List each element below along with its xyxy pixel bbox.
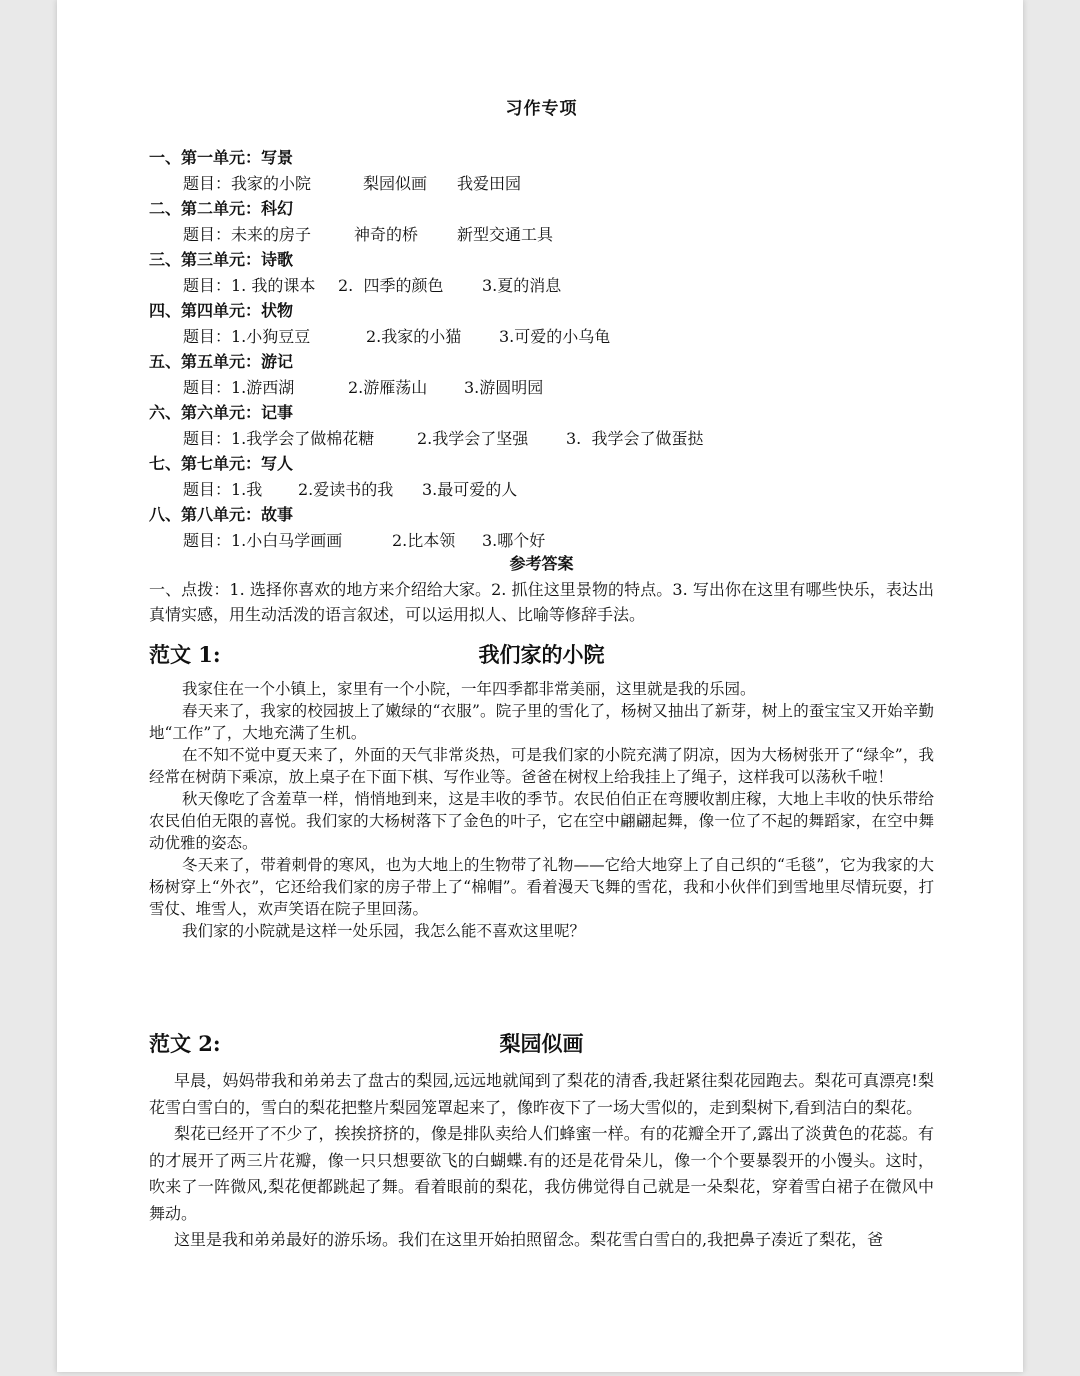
topic: 2. 四季的颜色 — [338, 275, 444, 295]
hint-paragraph: 一、点拨：1. 选择你喜欢的地方来介绍给大家。2. 抓住这里景物的特点。3. 写出你在这里有哪些快乐，表达出真情实感，用生动活泼的语言叙述，可以运用拟人、比喻等修辞手法。 — [149, 580, 934, 624]
unit-topics — [149, 477, 934, 503]
topic: 题目：1.小白马学画画 — [183, 530, 343, 550]
unit-topics — [149, 375, 934, 401]
unit-heading: 二、第二单元：科幻 — [149, 199, 294, 218]
essay-label: 范文 1: — [149, 642, 221, 667]
topic: 题目：我家的小院 — [183, 173, 312, 193]
essay-label: 范文 2: — [149, 1031, 221, 1056]
essay-paragraph: 早晨，妈妈带我和弟弟去了盘古的梨园,远远地就闻到了梨花的清香,我赶紧往梨花园跑去。梨花可真漂亮!梨花雪白雪白的，雪白的梨花把整片梨园笼罩起来了，像昨夜下了一场大雪似的，走到梨树下,看到洁白的梨花。 — [149, 1071, 934, 1117]
essay-2-header — [149, 1027, 934, 1061]
essay-title: 我们家的小院 — [478, 642, 605, 667]
essay-paragraph: 在不知不觉中夏天来了，外面的天气非常炎热，可是我们家的小院充满了阴凉，因为大杨树张开了“绿伞”，我经常在树荫下乘凉，放上桌子在下面下棋、写作业等。爸爸在树杈上给我挂上了绳子，这样我可以荡秋千啦！ — [149, 746, 934, 786]
topic: 题目：1.游西湖 — [183, 377, 295, 397]
unit-heading: 一、第一单元：写景 — [149, 148, 294, 167]
topic: 新型交通工具 — [457, 224, 554, 244]
unit-list — [149, 145, 934, 553]
topic: 题目：1.我学会了做棉花糖 — [183, 428, 375, 448]
unit-4 — [149, 298, 934, 349]
unit-heading: 三、第三单元：诗歌 — [149, 250, 294, 269]
topic: 题目：1.我 — [183, 479, 263, 499]
topic: 2.我家的小猫 — [366, 326, 462, 346]
topic: 3.可爱的小乌龟 — [499, 326, 611, 346]
unit-heading: 八、第八单元：故事 — [149, 505, 294, 524]
topic: 神奇的桥 — [354, 224, 419, 244]
essay-paragraph: 冬天来了，带着刺骨的寒风，也为大地上的生物带了礼物——它给大地穿上了自己织的“毛毯”，它为我家的大杨树穿上“外衣”，它还给我们家的房子带上了“棉帽”。看着漫天飞舞的雪花，我和小伙伴们到雪地里尽情玩耍，打雪仗、堆雪人，欢声笑语在院子里回荡。 — [149, 856, 934, 918]
essay-paragraph: 秋天像吃了含羞草一样，悄悄地到来，这是丰收的季节。农民伯伯正在弯腰收割庄稼，大地上丰收的快乐带给农民伯伯无限的喜悦。我们家的大杨树落下了金色的叶子，它在空中翩翩起舞，像一位了不起的舞蹈家，在空中舞动优雅的姿态。 — [149, 790, 934, 852]
unit-1 — [149, 145, 934, 196]
essay-paragraph: 我家住在一个小镇上，家里有一个小院，一年四季都非常美丽，这里就是我的乐园。 — [182, 680, 756, 698]
topic: 2.比本领 — [392, 530, 456, 550]
topic: 3.最可爱的人 — [422, 479, 518, 499]
unit-8 — [149, 502, 934, 553]
topic: 2.我学会了坚强 — [417, 428, 529, 448]
topic: 梨园似画 — [363, 173, 428, 193]
essay-paragraph: 这里是我和弟弟最好的游乐场。我们在这里开始拍照留念。梨花雪白雪白的,我把鼻子凑近了梨花，爸 — [174, 1230, 884, 1249]
unit-topics — [149, 273, 934, 299]
unit-topics — [149, 171, 934, 197]
unit-topics — [149, 324, 934, 350]
topic: 3. 我学会了做蛋挞 — [566, 428, 704, 448]
unit-heading: 四、第四单元：状物 — [149, 301, 294, 320]
topic: 3.游圆明园 — [464, 377, 544, 397]
document-title: 习作专项 — [505, 99, 578, 119]
essay-paragraph: 梨花已经开了不少了，挨挨挤挤的，像是排队卖给人们蜂蜜一样。有的花瓣全开了,露出了淡黄色的花蕊。有的才展开了两三片花瓣，像一只只想要欲飞的白蝴蝶.有的还是花骨朵儿，像一个个要暴裂开的小馒头。这时，吹来了一阵微风,梨花便都跳起了舞。看着眼前的梨花，我仿佛觉得自己就是一朵梨花，穿着雪白裙子在微风中舞动。 — [149, 1124, 934, 1223]
unit-heading: 六、第六单元：记事 — [149, 403, 294, 422]
topic: 我爱田园 — [457, 173, 522, 193]
unit-7 — [149, 451, 934, 502]
unit-2 — [149, 196, 934, 247]
topic: 题目：未来的房子 — [183, 224, 312, 244]
topic: 3.哪个好 — [482, 530, 546, 550]
essay-paragraph: 春天来了，我家的校园披上了嫩绿的“衣服”。院子里的雪化了，杨树又抽出了新芽，树上的蚕宝宝又开始辛勤地“工作”了，大地充满了生机。 — [149, 702, 934, 742]
document-page — [57, 0, 1023, 1372]
unit-heading: 七、第七单元：写人 — [149, 454, 294, 473]
topic: 2.游雁荡山 — [348, 377, 428, 397]
topic: 题目：1.小狗豆豆 — [183, 326, 311, 346]
answer-heading: 参考答案 — [509, 554, 574, 573]
essay-1-body — [149, 678, 934, 942]
unit-3 — [149, 247, 934, 298]
unit-topics — [149, 528, 934, 554]
unit-5 — [149, 349, 934, 400]
essay-paragraph: 我们家的小院就是这样一处乐园，我怎么能不喜欢这里呢？ — [182, 922, 586, 940]
essay-2-body — [149, 1068, 934, 1254]
topic: 2.爱读书的我 — [298, 479, 394, 499]
topic: 题目：1. 我的课本 — [183, 275, 316, 295]
topic: 3.夏的消息 — [482, 275, 562, 295]
essay-1-header — [149, 638, 934, 672]
unit-6 — [149, 400, 934, 451]
essay-title: 梨园似画 — [499, 1031, 584, 1056]
unit-topics — [149, 222, 934, 248]
unit-topics — [149, 426, 934, 452]
unit-heading: 五、第五单元：游记 — [149, 352, 294, 371]
